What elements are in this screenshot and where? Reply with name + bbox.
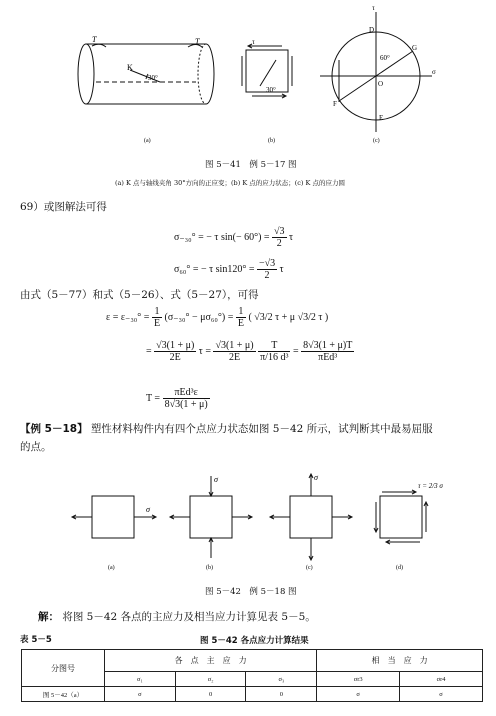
fig541-caption: 图 5－41 例 5－17 图 (205, 160, 297, 170)
shaft-drawing (78, 44, 214, 104)
header-sr3: σr3 (317, 672, 400, 687)
cell-sr3: σ (317, 687, 400, 702)
element-b (190, 496, 232, 538)
fig541-tau-c: τ (372, 4, 375, 12)
cell-sr4: σ (400, 687, 483, 702)
fig542-label-a: (a) (108, 565, 115, 571)
fig542-sigma-c: σ (314, 473, 318, 482)
cell-s3: 0 (246, 687, 317, 702)
stress-table (21, 649, 483, 702)
equation-T: T = $\frac{\text{πEd³ε}}{8√3(1 + \mu)}$ (146, 387, 208, 410)
header-principal: 各 点 主 应 力 (105, 650, 317, 672)
table-number: 表 5－5 (20, 635, 52, 645)
fig542-caption: 图 5－42 例 5－18 图 (205, 587, 297, 597)
cell-s2: 0 (175, 687, 246, 702)
example-body-line2: 的点。 (20, 441, 52, 453)
example-tag: 【例 5－18】 (20, 423, 88, 435)
header-s3: σ₃ (246, 672, 317, 687)
solution-tag: 解： (38, 611, 59, 623)
fig541-F: F (333, 100, 337, 108)
fig541-E: E (379, 114, 384, 122)
header-equivalent: 相 当 应 力 (317, 650, 483, 672)
header-s2: σ₂ (175, 672, 246, 687)
row-name: 图 5－42（a） (22, 687, 105, 702)
header-s1: σ₁ (105, 672, 176, 687)
text-line-69: 69）或图解法可得 (20, 201, 107, 213)
mohr-circle (320, 12, 432, 132)
fig541-angle-a: 30° (148, 74, 158, 82)
figure-5-41 (0, 0, 496, 180)
cell-s1: σ (105, 687, 176, 702)
fig542-sigma-b: σ (214, 475, 218, 484)
fig541-label-c: (c) (373, 138, 380, 144)
fig541-D: D (369, 26, 375, 34)
figure-5-42 (0, 460, 496, 600)
table-header-row (22, 650, 483, 672)
fig541-K: K (127, 63, 133, 72)
fig542-sigma-a: σ (146, 505, 150, 514)
example-body: 塑性材料构件内有四个点应力状态如图 5－42 所示，试判断其中最易屈服 (90, 423, 433, 435)
fig541-angle-b: 30° (266, 86, 276, 94)
solution-line (38, 609, 316, 624)
header-sr4: σr4 (400, 672, 483, 687)
fig541-tau-b: τ (252, 38, 255, 46)
element-c (290, 496, 332, 538)
fig541-T-right: T (195, 37, 200, 46)
equation-sigma-neg30: σ₋₃₀° = − τ sin(− 60°) = $\frac{√3}{2}$ τ (174, 226, 294, 249)
equation-epsilon-expanded: = $\frac{√3(1 + \mu)}{2E}$ τ = $\frac{√3(1 + \mu)}{2E}$ $\frac{T}{\text{π/16 d³}}$ = $\frac{8√3(1 + \mu)T}{\text{πEd³}}$ (146, 340, 353, 363)
fig541-T-left: T (92, 35, 97, 44)
table-row (22, 687, 483, 702)
fig542-label-b: (b) (206, 565, 213, 571)
equation-epsilon: ε = ε₋₃₀° = $\frac{1}{E}$ (σ₋₃₀° − μσ₆₀°) = $\frac{1}{E}$ ( √3/2 τ + μ √3/2 τ ) (106, 306, 329, 329)
example-5-18 (20, 421, 480, 436)
element-a (92, 496, 134, 538)
fig541-label-b: (b) (268, 138, 275, 144)
fig541-sigma: σ (432, 68, 436, 76)
fig541-subcaption: (a) K 点与轴线夹角 30°方向的正应变；(b) K 点的应力状态；(c) K 点的应力圆 (115, 179, 345, 187)
fig541-O: O (378, 80, 384, 88)
table-title: 图 5－42 各点应力计算结果 (200, 636, 309, 646)
fig541-60: 60° (380, 54, 390, 62)
header-subfigure: 分图号 (22, 650, 105, 687)
text-line-from-eq: 由式（5－77）和式（5－26）、式（5－27），可得 (20, 289, 259, 301)
element-d (380, 496, 422, 538)
solution-body: 将图 5－42 各点的主应力及相当应力计算见表 5－5。 (62, 611, 316, 623)
equation-sigma-60: σ₆₀° = − τ sin120° = $\frac{-√3}{2}$ τ (174, 258, 284, 281)
fig541-label-a: (a) (144, 138, 151, 144)
fig542-tau-d: τ = 2/3 σ (418, 482, 443, 490)
fig541-G: G (412, 44, 418, 52)
fig542-label-c: (c) (306, 565, 313, 571)
fig542-label-d: (d) (396, 565, 403, 571)
